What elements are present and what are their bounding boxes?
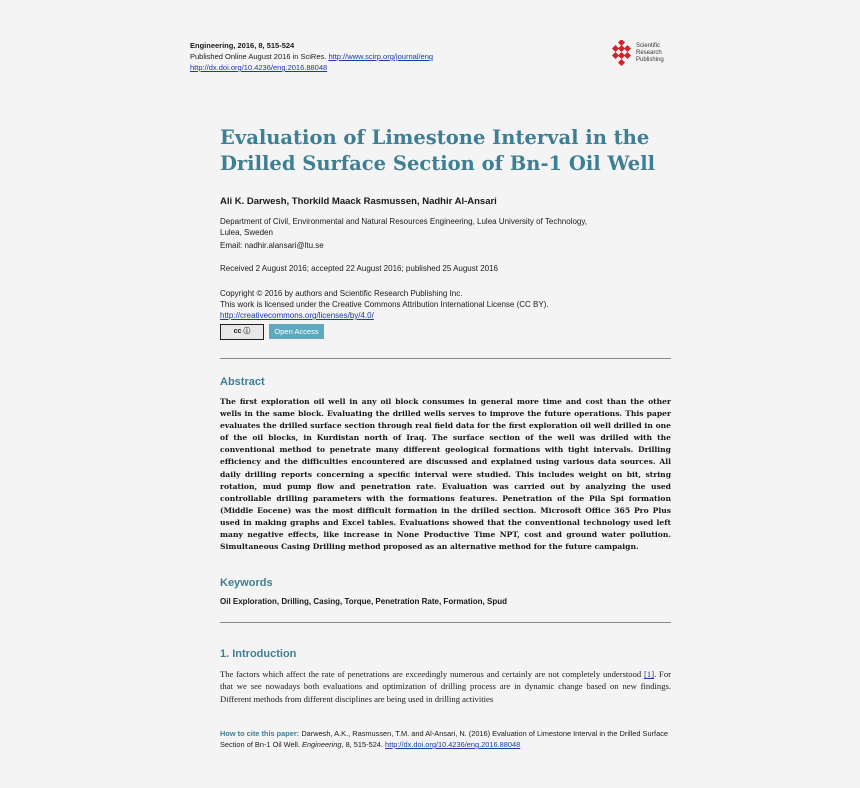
published-line (190, 51, 433, 62)
header-doi-link[interactable]: http://dx.doi.org/10.4236/eng.2016.88048 (190, 63, 328, 72)
abstract-text: The first exploration oil well in any oil block consumes in general more time and cost than the other wells in the same block. Evaluating the drilled wells serves to improve the future operations. This paper evaluates the drilled surface section through real field data for the first exploration oil well drilled in one of the oil blocks, in Kurdistan north of Iraq. The surface section of the well was drilled with the conventional method to penetrate many different geological formations with tight intervals. Drilling efficiency and the difficulties encountered are discussed and explained using various data sources. All daily drilling reports concerning a specific interval were studied. This includes weight on bit, string rotation, mud pump flow and penetration rate. Evaluation was carried out by analyzing the used controllable drilling parameters with the formations features. Penetration of the Pila Spi formation (Middle Eocene) was the most difficult formation in the drilled section. Microsoft Office 365 Pro Plus used in making graphs and Excel tables. Evaluations showed that the conventional technology used left many negative effects, like increase in None Productive Time NPT, cost and ground water pollution. Simultaneous Casing Drilling method proposed as an alternative method for the future campaign. (220, 397, 671, 552)
title-line-2: Drilled Surface Section of Bn-1 Oil Well (220, 152, 656, 175)
cite-tail: , 8, 515-524. (341, 740, 386, 749)
introduction-text (220, 668, 671, 705)
keywords-text: Oil Exploration, Drilling, Casing, Torque, Penetration Rate, Formation, Spud (220, 597, 507, 606)
paper-title (220, 125, 680, 177)
logo-line-2: Research (636, 50, 662, 56)
affiliation (220, 216, 660, 238)
open-access-badge[interactable]: Open Access (269, 324, 324, 339)
intro-text-end: . For that we see nowadays both evaluations and optimization of drilling process are in dynamic change based on new findings. Different methods from different disciplines are being used in drilling activities (220, 669, 671, 704)
license-line: This work is licensed under the Creative Commons Attribution International License (CC BY). (220, 300, 549, 309)
reference-1-link[interactable]: [1] (644, 669, 655, 679)
cite-journal: Engineering (302, 740, 342, 749)
keywords-heading: Keywords (220, 577, 273, 589)
affiliation-line-1: Department of Civil, Environmental and Natural Resources Engineering, Lulea University of Technology, (220, 217, 588, 226)
copyright-block (220, 288, 549, 321)
intro-text-start: The factors which affect the rate of penetrations are exceedingly numerous and certainly are not completely understood (220, 669, 645, 679)
journal-citation: Engineering, 2016, 8, 515-524 (190, 41, 295, 50)
published-text: Published Online August 2016 in SciRes. (190, 52, 327, 61)
author-email: Email: nadhir.alansari@ltu.se (220, 241, 324, 250)
divider-top (220, 358, 671, 359)
publication-dates: Received 2 August 2016; accepted 22 August 2016; published 25 August 2016 (220, 264, 498, 273)
citation-footer (220, 728, 675, 750)
copyright-line: Copyright © 2016 by authors and Scientific Research Publishing Inc. (220, 289, 463, 298)
abstract-heading: Abstract (220, 376, 265, 388)
journal-header (190, 40, 433, 73)
logo-line-1: Scientific (636, 43, 661, 49)
logo-line-3: Publishing (636, 57, 664, 63)
footer-doi-link[interactable]: http://dx.doi.org/10.4236/eng.2016.88048 (385, 740, 521, 749)
cite-label: How to cite this paper: (220, 729, 300, 738)
journal-url-link[interactable]: http://www.scirp.org/journal/eng (328, 52, 434, 61)
divider-bottom (220, 622, 671, 623)
cc-by-badge[interactable]: cc ⓘ (220, 324, 264, 340)
author-list: Ali K. Darwesh, Thorkild Maack Rasmussen, Nadhir Al-Ansari (220, 196, 497, 207)
introduction-heading: 1. Introduction (220, 648, 297, 660)
publisher-logo (610, 40, 680, 68)
license-link[interactable]: http://creativecommons.org/licenses/by/4.0/ (220, 311, 374, 320)
publisher-logo-mark-icon (610, 40, 634, 66)
title-line-1: Evaluation of Limestone Interval in the (220, 126, 650, 149)
cite-text: Darwesh, A.K., Rasmussen, T.M. and Al-Ansari, N. (2016) Evaluation of Limestone Interval in the Drilled Surface Section of Bn-1 Oil Well. (220, 729, 669, 749)
affiliation-line-2: Lulea, Sweden (220, 228, 273, 237)
